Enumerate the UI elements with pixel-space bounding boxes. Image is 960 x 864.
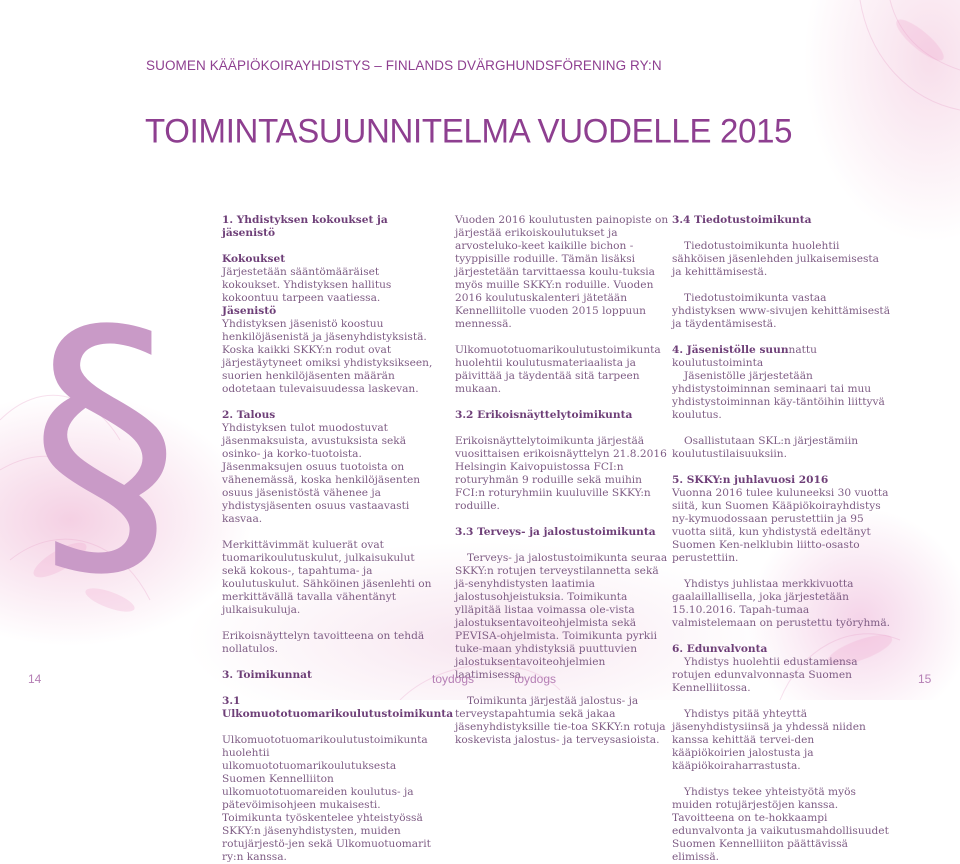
column-right	[672, 214, 890, 864]
page-title: TOIMINTASUUNNITELMA VUODELLE 2015	[145, 111, 793, 150]
section-symbol: §	[30, 267, 180, 616]
subheading-kokoukset: Kokoukset	[222, 253, 286, 265]
paragraph-jasenisto: Yhdistyksen jäsenistö koostuu henkilöjäsenistä ja jäsenyhdistyksistä. Koska kaikki SKKY:n rodut ovat järjestäytyneet omiksi yhdistyksikseen, suorien henkilöjäsenten määrän odotetaan tulevaisuudessa laskevan.	[222, 318, 433, 395]
paragraph-6-c: Yhdistys tekee yhteistyötä myös muiden rotujärjestöjen kanssa. Tavoitteena on te-hokkaampi edunvalvonta ja vaikutusmahdollisuudet Suomen Kennelliiton päättävissä elimissä.	[672, 786, 889, 863]
column-middle	[455, 214, 673, 747]
heading-talous: 2. Talous	[222, 409, 276, 421]
page-number-right: 15	[918, 672, 932, 686]
paragraph-nayttely: Erikoisnäyttelyn tavoitteena on tehdä nollatulos.	[222, 630, 425, 655]
paragraph-4-b: Osallistutaan SKL:n järjestämiin koulutustilaisuuksiin.	[672, 435, 859, 460]
paragraph-talous: Yhdistyksen tulot muodostuvat jäsenmaksuista, avustuksista sekä osinko- ja korko-tuotoista. Jäsenmaksujen osuus tuotoista on vähenemässä, koska henkilöjäsenten osuus jäsenistöstä vähenee ja yhdistysjäsenten osuus vastaavasti kasvaa.	[222, 422, 421, 525]
paragraph-3-4-b: Tiedotustoimikunta vastaa yhdistyksen www-sivujen kehittämisestä ja täydentämisestä.	[672, 292, 891, 330]
footer-brand-right: toydogs	[514, 672, 557, 686]
paragraph-kokoukset: Järjestetään sääntömääräiset kokoukset. Yhdistyksen hallitus kokoontuu tarpeen vaatiessa.	[222, 266, 392, 304]
heading-4-bold: 4. Jäsenistölle suun	[672, 344, 789, 356]
heading-4	[672, 344, 890, 370]
paragraph-3-2: Erikoisnäyttelytoimikunta järjestää vuosittaisen erikoisnäyttelyn 21.8.2016 Helsingin Kaivopuistossa FCI:n roturyhmän 9 roduille sekä muihin FCI:n roturyhmiin kuuluville SKKY:n roduille.	[455, 435, 667, 512]
heading-toimikunnat: 3. Toimikunnat	[222, 669, 312, 681]
paragraph-kulut: Merkittävimmät kuluerät ovat tuomarikoulutuskulut, julkaisukulut sekä kokous-, tapahtuma- ja koulutuskulut. Sähköinen jäsenlehti on merkittävällä tavalla vähentänyt julkaisukuluja.	[222, 539, 432, 616]
paragraph-4: Jäsenistölle järjestetään yhdistystoiminnan seminaari tai muu yhdistystoiminnan käy-täntöihin liittyvä koulutus.	[672, 370, 885, 421]
page-number-left: 14	[28, 672, 42, 686]
footer-brand-left: toydogs	[432, 672, 475, 686]
heading-5: 5. SKKY:n juhlavuosi 2016	[672, 474, 829, 486]
heading-3-4: 3.4 Tiedotustoimikunta	[672, 214, 812, 226]
paragraph-3-1: Ulkomuototuomarikoulutustoimikunta huolehtii ulkomuototuomarikoulutuksesta Suomen Kennelliiton ulkomuototuomareiden koulutus- ja pätevöimisohjeen mukaisesti. Toimikunta työskentelee yhteistyössä SKKY:n jäsenyhdistysten, muiden rotujärjestö-jen sekä Ulkomuotuomarit ry:n kanssa.	[222, 734, 431, 863]
heading-6: 6. Edunvalvonta	[672, 643, 768, 655]
heading-kokoukset-jasenisto: 1. Yhdistyksen kokoukset ja jäsenistö	[222, 214, 388, 239]
organization-name: SUOMEN KÄÄPIÖKOIRAYHDISTYS – FINLANDS DVÄRGHUNDSFÖRENING RY:N	[146, 58, 662, 73]
heading-3-2: 3.2 Erikoisnäyttelytoimikunta	[455, 409, 633, 421]
paragraph-3-4-a: Tiedotustoimikunta huolehtii sähköisen jäsenlehden julkaisemisesta ja kehittämisestä.	[672, 240, 879, 278]
paragraph-3-3: Terveys- ja jalostustoimikunta seuraa SKKY:n rotujen terveystilannetta sekä jä-senyhdistysten laatimia jalostusohjeistuksia. Toimikunta ylläpitää listaa voimassa ole-vista jalostuksentavoiteohjelmista sekä PEVISA-ohjelmista. Toimikunta pyrkii tuke-maan yhdistyksiä puuttuvien jalostuksentavoiteohjelmien laatimisessa.	[455, 552, 668, 681]
heading-4-rest: nattu koulutustoiminta	[672, 344, 818, 369]
subheading-jasenisto: Jäsenistö	[222, 305, 277, 317]
paragraph-5-b: Yhdistys juhlistaa merkkivuotta gaalaillallisella, joka järjestetään 15.10.2016. Tapah-tumaa valmistelemaan on perustettu työryhmä.	[672, 578, 891, 629]
paragraph-tapahtumat: Toimikunta järjestää jalostus- ja terveystapahtumia sekä jakaa jäsenyhdistyksille tie-toa SKKY:n rotuja koskevista jalostus- ja terveysasioista.	[455, 695, 666, 746]
paragraph-5: Vuonna 2016 tulee kuluneeksi 30 vuotta siitä, kun Suomen Kääpiökoirayhdistys ny-kymuodossaan perustettiin ja 95 vuotta siitä, kun yhdistystä edeltänyt Suomen Ken-nelklubin liitto-osasto perustettiin.	[672, 487, 889, 564]
paragraph-6-b: Yhdistys pitää yhteyttä jäsenyhdistysiinsä ja yhdessä niiden kanssa kehittää tervei-den kääpiökoirien jalostusta ja kääpiökoiraharrastusta.	[672, 708, 866, 772]
paragraph-6: Yhdistys huolehtii edustamiensa rotujen edunvalvonnasta Suomen Kennelliitossa.	[672, 656, 858, 694]
paragraph-koulutus-2016: Vuoden 2016 koulutusten painopiste on järjestää erikoiskoulutukset ja arvosteluko-keet kaikille bichon -tyyppisille roduille. Tämän lisäksi järjestetään tarvittaessa koulu-tuksia myös muille SKKY:n roduille. Vuoden 2016 koulutuskalenteri jätetään Kennelliitolle vuoden 2015 loppuun mennessä.	[455, 214, 669, 330]
heading-3-1: 3.1 Ulkomuototuomarikoulutustoimikunta	[222, 695, 454, 720]
paragraph-koulutusmateriaali: Ulkomuototuomarikoulutustoimikunta huolehtii koulutusmateriaalista ja päivittää ja täydentää sitä tarpeen mukaan.	[455, 344, 661, 395]
heading-3-3: 3.3 Terveys- ja jalostustoimikunta	[455, 526, 656, 538]
